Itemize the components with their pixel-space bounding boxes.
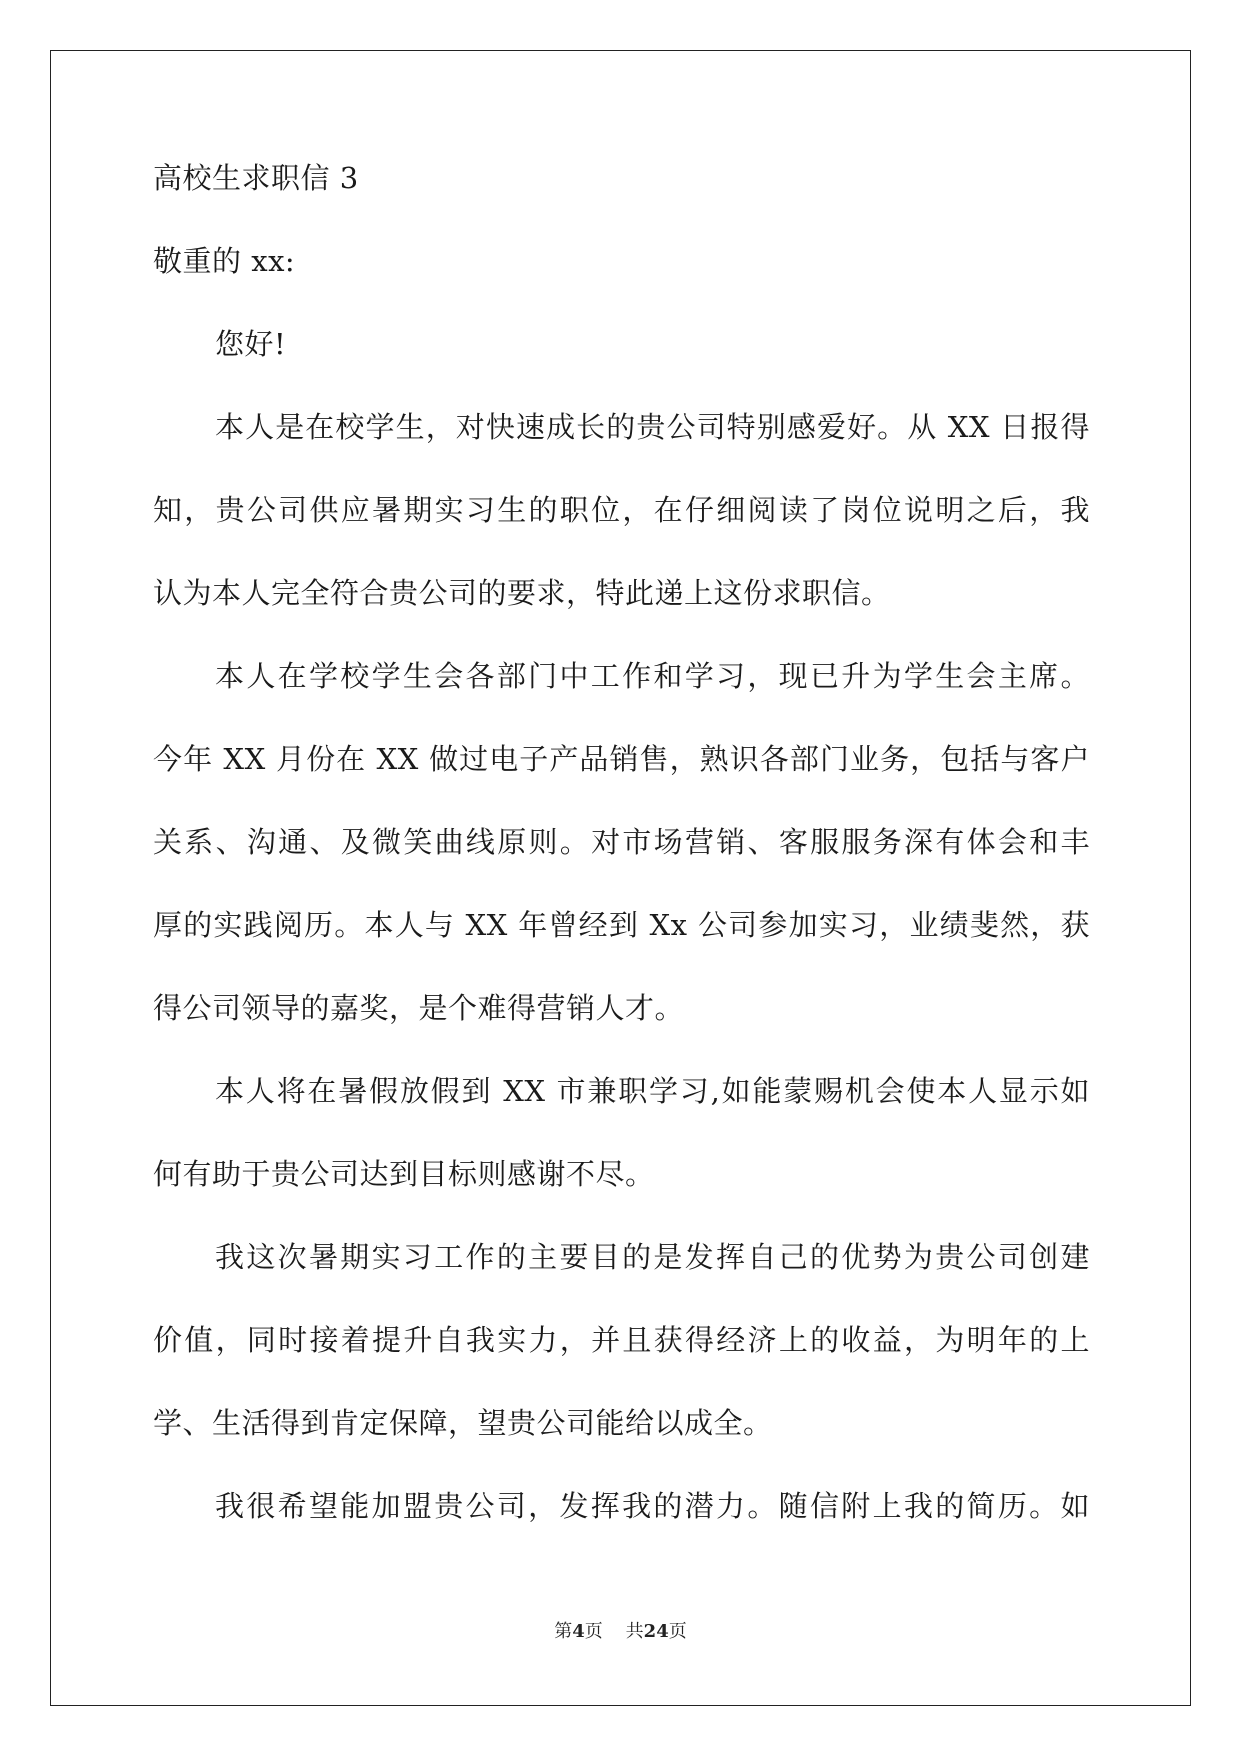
paragraph-line: 知，贵公司供应暑期实习生的职位，在仔细阅读了岗位说明之后，我 (153, 493, 1090, 527)
letter-body (153, 160, 1090, 1571)
paragraph-line: 本人在学校学生会各部门中工作和学习，现已升为学生会主席。 (215, 659, 1090, 693)
footer-mid: 页 共 (584, 1621, 644, 1642)
paragraph-line: 学、生活得到肯定保障，望贵公司能给以成全。 (153, 1406, 773, 1440)
letter-title: 高校生求职信 3 (153, 161, 359, 195)
paragraph-line: 关系、沟通、及微笑曲线原则。对市场营销、客服服务深有体会和丰 (153, 825, 1090, 859)
paragraph-line: 本人是在校学生，对快速成长的贵公司特别感爱好。从 XX 日报得 (215, 410, 1090, 444)
page-footer (0, 1617, 1241, 1643)
footer-prefix: 第 (554, 1621, 573, 1642)
salutation: 敬重的 xx: (153, 244, 296, 278)
paragraph-line: 认为本人完全符合贵公司的要求，特此递上这份求职信。 (153, 576, 891, 610)
paragraph-line: 我很希望能加盟贵公司，发挥我的潜力。随信附上我的简历。如 (215, 1489, 1090, 1523)
paragraph-line: 我这次暑期实习工作的主要目的是发挥自己的优势为贵公司创建 (215, 1240, 1090, 1274)
paragraph-line: 价值，同时接着提升自我实力，并且获得经济上的收益，为明年的上 (153, 1323, 1090, 1357)
total-page-count: 24 (643, 1621, 669, 1642)
paragraph-line: 何有助于贵公司达到目标则感谢不尽。 (153, 1157, 655, 1191)
paragraph-line: 本人将在暑假放假到 XX 市兼职学习,如能蒙赐机会使本人显示如 (215, 1074, 1090, 1108)
paragraph-line: 得公司领导的嘉奖，是个难得营销人才。 (153, 991, 685, 1025)
paragraph-line: 今年 XX 月份在 XX 做过电子产品销售，熟识各部门业务，包括与客户 (153, 742, 1090, 776)
greeting: 您好! (215, 327, 287, 361)
current-page-number: 4 (572, 1621, 585, 1642)
paragraph-line: 厚的实践阅历。本人与 XX 年曾经到 Xx 公司参加实习，业绩斐然，获 (153, 908, 1090, 942)
footer-suffix: 页 (668, 1621, 687, 1642)
